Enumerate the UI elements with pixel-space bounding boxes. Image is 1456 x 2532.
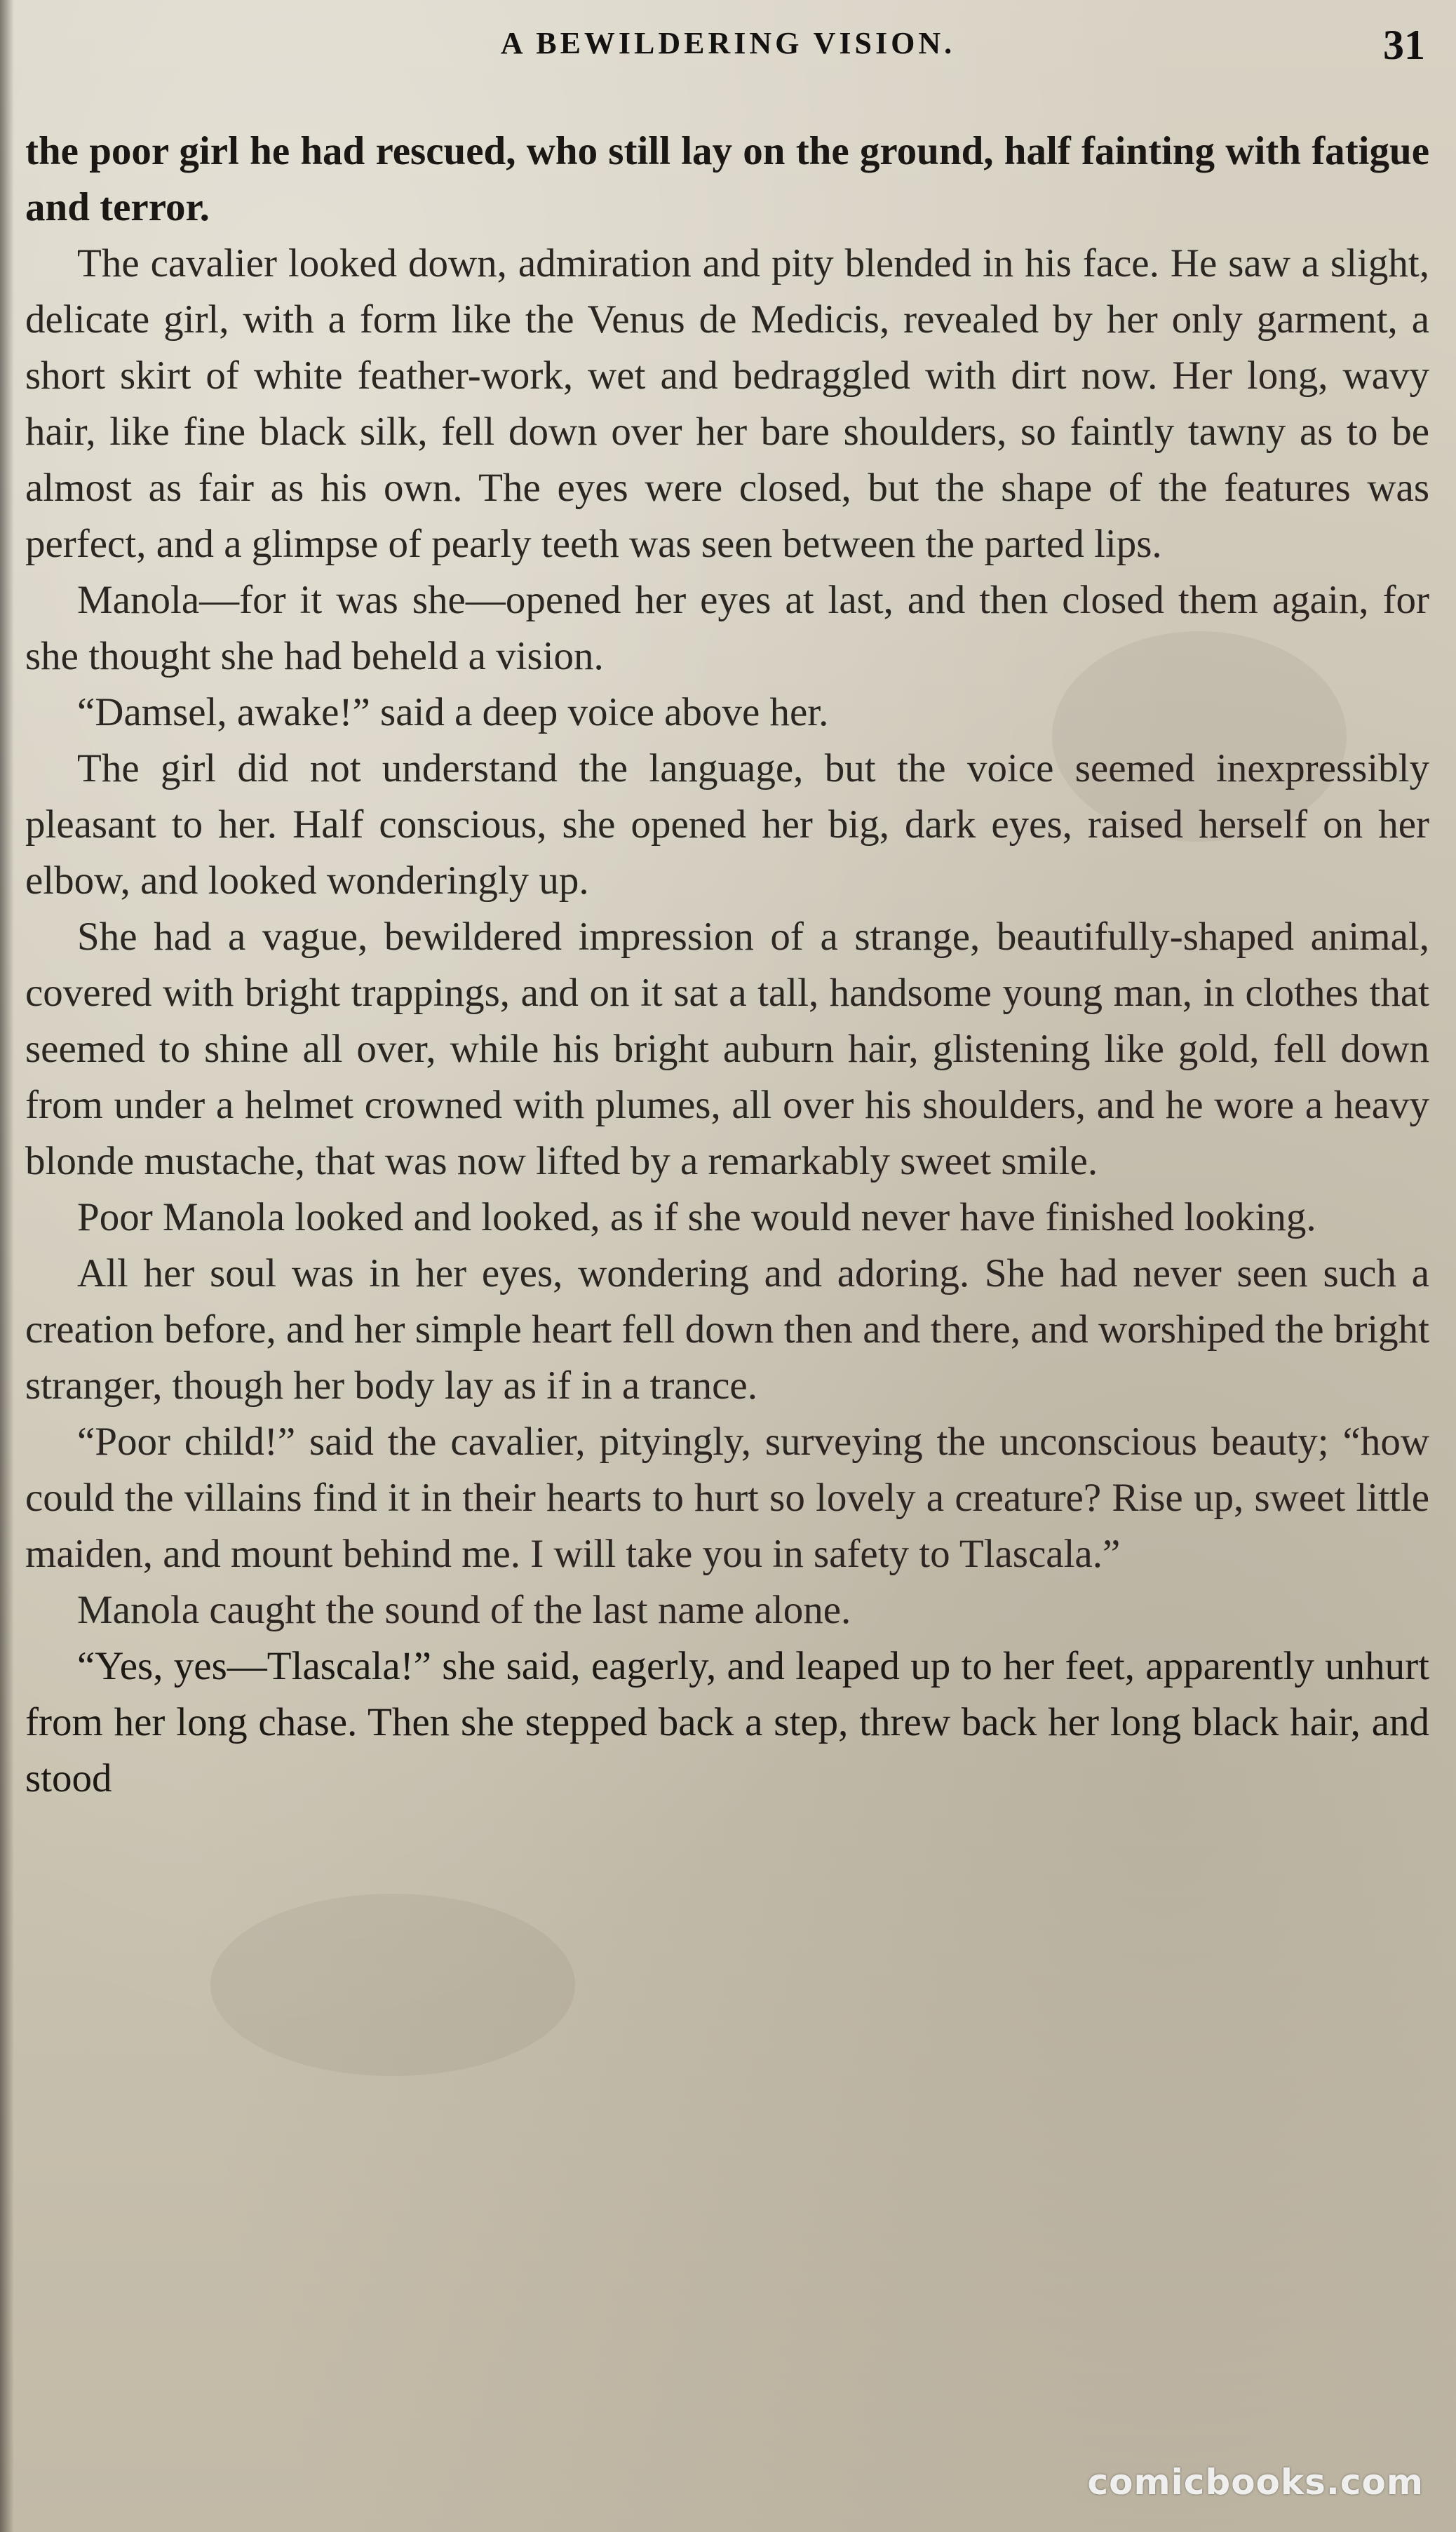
binding-shadow xyxy=(0,0,14,2532)
paragraph: Manola—for it was she—opened her eyes at last, and then closed them again, for she thought she had beheld a vision. xyxy=(25,578,1429,678)
paragraph: The cavalier looked down, admiration and pity blended in his face. He saw a slight, delicate girl, with a form like the Venus de Medicis, revealed by her only garment, a short skirt of white feather-work, wet and bedraggled with dirt now. Her long, wavy hair, like fine black silk, fell down over her bare shoulders, so faintly tawny as to be almost as fair as his own. The eyes were closed, but the shape of the features was perfect, and a glimpse of pearly teeth was seen between the parted lips. xyxy=(25,241,1429,566)
paragraph: The girl did not understand the language, but the voice seemed inexpressibly pleasant to her. Half conscious, she opened her big, dark eyes, raised herself on her elbow, and looked wonderingly up. xyxy=(25,746,1429,903)
running-head xyxy=(0,22,1456,74)
paper-stain xyxy=(210,1894,575,2076)
paragraph: “Poor child!” said the cavalier, pityingly, surveying the unconscious beauty; “how could the villains find it in their hearts to hurt so lovely a creature? Rise up, sweet little maiden, and mount behind me. I will take you in safety to Tlascala.” xyxy=(25,1420,1429,1576)
paragraph: “Damsel, awake!” said a deep voice above her. xyxy=(77,690,829,734)
chapter-title: A BEWILDERING VISION. xyxy=(500,26,956,60)
body-text xyxy=(25,123,1429,1807)
paragraph: Poor Manola looked and looked, as if she would never have finished looking. xyxy=(77,1195,1316,1239)
page-number: 31 xyxy=(1383,22,1425,68)
paragraph: “Yes, yes—Tlascala!” she said, eagerly, and leaped up to her feet, apparently unhurt from her long chase. Then she stepped back a step, threw back her long black hair, and stood xyxy=(25,1644,1429,1800)
paragraph: All her soul was in her eyes, wondering and adoring. She had never seen such a creation before, and her simple heart fell down then and there, and worshiped the bright stranger, though her body lay as if in a trance. xyxy=(25,1251,1429,1408)
paragraph: the poor girl he had rescued, who still lay on the ground, half fainting with fatigue and terror. xyxy=(25,129,1429,229)
watermark: comicbooks.com xyxy=(1087,2462,1424,2503)
paragraph: She had a vague, bewildered impression of a strange, beautifully-shaped animal, covered with bright trappings, and on it sat a tall, handsome young man, in clothes that seemed to shine all over, while his bright auburn hair, glistening like gold, fell down from under a helmet crowned with plumes, all over his shoulders, and he wore a heavy blonde mustache, that was now lifted by a remarkably sweet smile. xyxy=(25,915,1429,1183)
paragraph: Manola caught the sound of the last name alone. xyxy=(77,1588,851,1632)
